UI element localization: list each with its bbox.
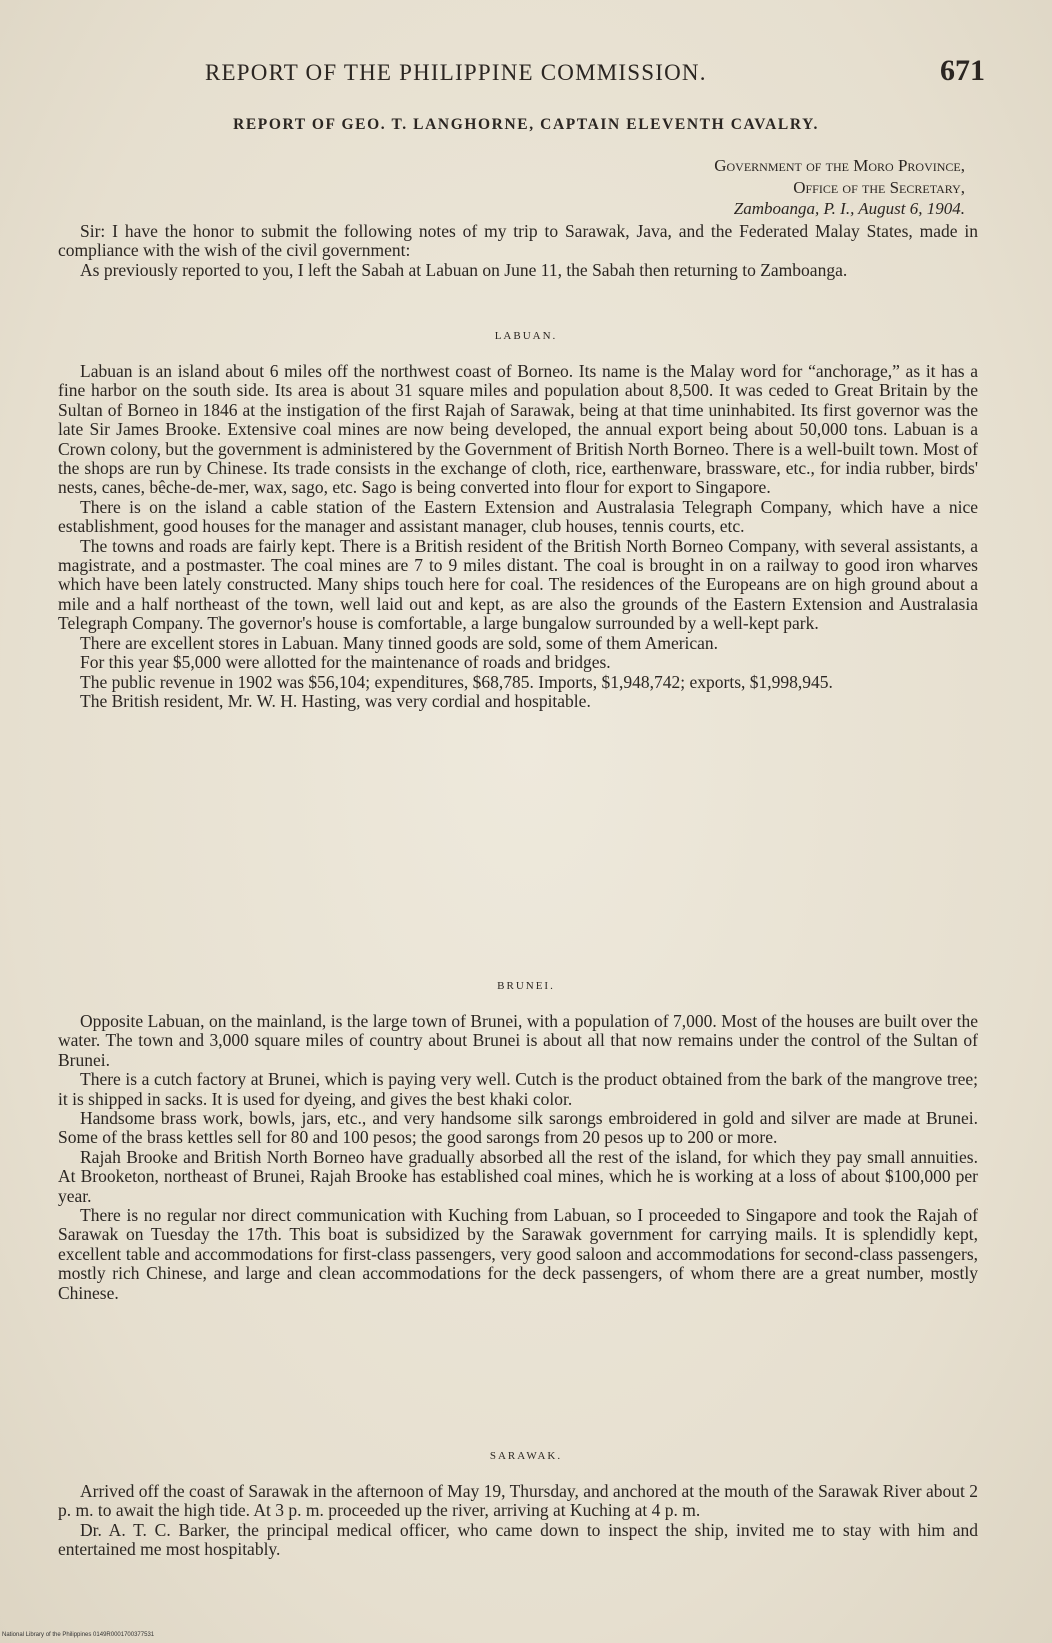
paragraph: The towns and roads are fairly kept. There is a British resident of the British North Borneo Company, with several assistants, a magistrate, and a postmaster. The coal mines are 7 to 9 miles distant. The coal is brought in on a railway to good iron wharves which have been lately constructed. Many ships touch here for coal. The residences of the Europeans are on high ground about a mile and a half northeast of the town, well laid out and kept, as are also the grounds of the Eastern Extension and Australasia Telegraph Company. The governor's house is comfortable, a large bungalow surrounded by a well-kept park. — [58, 535, 978, 634]
running-head — [205, 54, 985, 87]
intro-block — [58, 222, 978, 280]
report-title: REPORT OF GEO. T. LANGHORNE, CAPTAIN ELEVENTH CAVALRY. — [233, 116, 819, 133]
paragraph: There is no regular nor direct communication with Kuching from Labuan, so I proceeded to Singapore and took the Rajah of Sarawak on Tuesday the 17th. This boat is subsidized by the Sarawak government for carrying mails. It is splendidly kept, excellent table and accommodations for first-class passengers, very good saloon and accommodations for second-class passengers, mostly rich Chinese, and large and clean accommodations for the deck passengers, of whom there are a great number, mostly Chinese. — [58, 1205, 978, 1303]
page-number: 671 — [940, 54, 985, 87]
paragraph: The British resident, Mr. W. H. Hasting, was very cordial and hospitable. — [80, 690, 591, 711]
address-line-1: Government of the Moro Province, — [714, 156, 965, 175]
address-line-3: Zamboanga, P. I., August 6, 1904. — [733, 199, 965, 218]
paragraph: Handsome brass work, bowls, jars, etc., and very handsome silk sarongs embroidered in gold and silver are made at Brunei. Some of the brass kettles sell for 80 and 100 pesos; the good sarongs from 20 pesos up to 200 or more. — [58, 1108, 978, 1148]
paragraph: Opposite Labuan, on the mainland, is the large town of Brunei, with a population of 7,000. Most of the houses are built over the water. The town and 3,000 square miles of country about Brunei is about all that now remains under the control of the Sultan of Brunei. — [58, 1011, 978, 1070]
section-heading-brunei: BRUNEI. — [497, 980, 555, 992]
section-heading-sarawak: SARAWAK. — [489, 1450, 563, 1462]
paragraph: There is on the island a cable station of the Eastern Extension and Australasia Telegraph Company, which have a nice establishment, good houses for the manager and assistant manager, club houses, tennis courts, etc. — [58, 496, 978, 537]
paragraph: Sir: I have the honor to submit the following notes of my trip to Sarawak, Java, and the Federated Malay States, made in compliance with the wish of the civil government: — [58, 221, 978, 261]
paragraph: Labuan is an island about 6 miles off the northwest coast of Borneo. Its name is the Malay word for “anchorage,” as it has a fine harbor on the south side. Its area is about 31 square miles and population about 8,500. It was ceded to Great Britain by the Sultan of Borneo in 1846 at the instigation of the first Rajah of Sarawak, being at that time uninhabited. Its first governor was the late Sir James Brooke. Extensive coal mines are now being developed, the annual export being about 50,000 tons. Labuan is a Crown colony, but the government is administered by the Government of British North Borneo. There is a well-built town. Most of the shops are run by Chinese. Its trade consists in the exchange of cloth, rice, earthenware, brassware, etc., for india rubber, birds' nests, canes, bêche-de-mer, wax, sago, etc. Sago is being converted into flour for export to Singapore. — [58, 361, 978, 498]
section-body-sarawak — [58, 1482, 978, 1560]
paragraph: Arrived off the coast of Sarawak in the afternoon of May 19, Thursday, and anchored at the mouth of the Sarawak River about 2 p. m. to await the high tide. At 3 p. m. proceeded up the river, arriving at Kuching at 4 p. m. — [58, 1481, 978, 1521]
section-body-labuan — [58, 362, 978, 711]
paragraph: For this year $5,000 were allotted for the maintenance of roads and bridges. — [80, 652, 611, 673]
section-body-brunei — [58, 1012, 978, 1303]
paragraph: The public revenue in 1902 was $56,104; expenditures, $68,785. Imports, $1,948,742; exports, $1,998,945. — [80, 671, 833, 692]
running-head-title: REPORT OF THE PHILIPPINE COMMISSION. — [205, 60, 707, 85]
paragraph: There is a cutch factory at Brunei, which is paying very well. Cutch is the product obtained from the bark of the mangrove tree; it is shipped in sacks. It is used for dyeing, and gives the best khaki color. — [58, 1069, 978, 1109]
paragraph: Rajah Brooke and British North Borneo have gradually absorbed all the rest of the island, for which they pay small annuities. At Brooketon, northeast of Brunei, Rajah Brooke has established coal mines, which he is working at a loss of about $100,000 per year. — [58, 1146, 978, 1206]
paragraph: There are excellent stores in Labuan. Many tinned goods are sold, some of them American. — [80, 632, 719, 653]
section-heading-labuan: LABUAN. — [494, 330, 558, 342]
paragraph: As previously reported to you, I left the Sabah at Labuan on June 11, the Sabah then returning to Zamboanga. — [80, 259, 848, 280]
scan-footer: National Library of the Philippines 0149R0001700377531 — [2, 1632, 155, 1638]
address-line-2: Office of the Secretary, — [793, 178, 965, 197]
paragraph: Dr. A. T. C. Barker, the principal medical officer, who came down to inspect the ship, invited me to stay with him and entertained me most hospitably. — [58, 1519, 978, 1560]
